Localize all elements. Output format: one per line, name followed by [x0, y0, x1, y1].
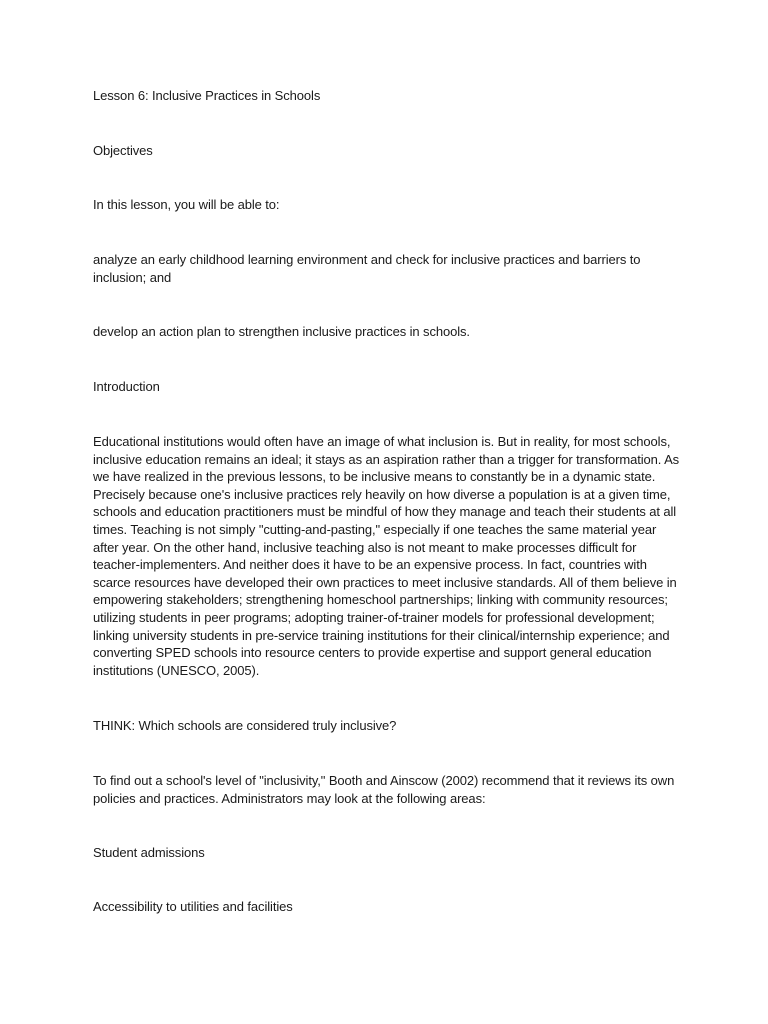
area-item: Accessibility to utilities and facilities: [93, 899, 293, 914]
inclusivity-paragraph: To find out a school's level of "inclusivity," Booth and Ainscow (2002) recommend that it reviews its own policies and practices. Administrators may look at the following areas:: [93, 773, 675, 806]
think-prompt: THINK: Which schools are considered truly inclusive?: [93, 718, 397, 733]
introduction-body: Educational institutions would often have an image of what inclusion is. But in reality, for most schools, inclusive education remains an ideal; it stays as an aspiration rather than a trigger for transformation. As we have realized in the previous lessons, to be inclusive means to constantly be in a dynamic state. Precisely because one's inclusive practices rely heavily on how diverse a population is at a given time, schools and education practitioners must be mindful of how they manage and teach their students at all times. Teaching is not simply "cutting-and-pasting," especially if one teaches the same material year after year. On the other hand, inclusive teaching also is not meant to make processes difficult for teacher-implementers. And neither does it have to be an expensive process. In fact, countries with scarce resources have developed their own practices to meet inclusive standards. All of them believe in empowering stakeholders; strengthening homeschool partnerships; linking with community resources; utilizing students in peer programs; adopting trainer-of-trainer models for professional development; linking university students in pre-service training institutions for their clinical/internship experience; and converting SPED schools into resource centers to provide expertise and support general education institutions (UNESCO, 2005).: [93, 434, 680, 678]
objective-item: develop an action plan to strengthen inclusive practices in schools.: [93, 324, 470, 339]
area-item: Student admissions: [93, 845, 205, 860]
objectives-heading: Objectives: [93, 143, 153, 158]
lesson-title: Lesson 6: Inclusive Practices in Schools: [93, 88, 321, 103]
objectives-intro: In this lesson, you will be able to:: [93, 197, 280, 212]
objective-item: analyze an early childhood learning environment and check for inclusive practices and barriers to inclusion; and: [93, 252, 641, 285]
introduction-heading: Introduction: [93, 379, 160, 394]
